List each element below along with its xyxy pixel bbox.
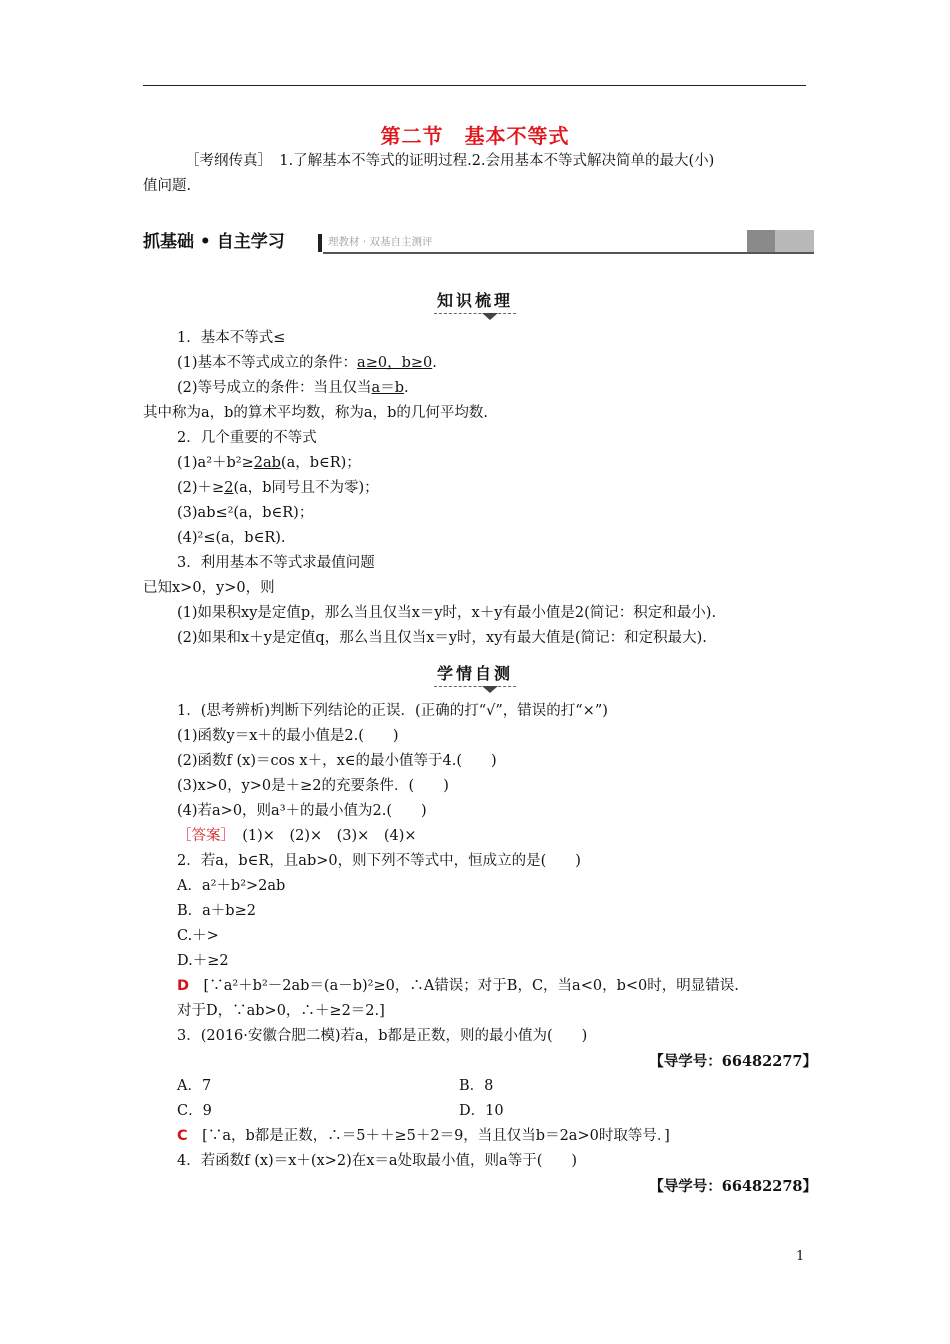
knowledge-line: 已知x>0，y>0，则	[143, 580, 275, 596]
section-title: 第二节 基本不等式	[380, 124, 570, 148]
knowledge-heading-text: 知识梳理	[434, 288, 516, 314]
syllabus	[143, 149, 807, 199]
knowledge-line: 3．利用基本不等式求最值问题	[177, 555, 375, 571]
answer-blank: 2	[224, 480, 234, 496]
answer-key: D	[177, 978, 190, 994]
self-test-content	[177, 699, 817, 1199]
top-rule	[143, 85, 806, 86]
knowledge-line: (2)＋≥2(a，b同号且不为零)；	[177, 480, 379, 496]
knowledge-line: (2)等号成立的条件：当且仅当a＝b.	[177, 380, 409, 396]
question-3-ref-row	[177, 1049, 817, 1074]
explanation-2-cont: 对于D，∵ab>0，∴＋≥2＝2.]	[177, 1003, 385, 1019]
question-1-item: (1)函数y＝x＋的最小值是2.( )	[177, 728, 399, 744]
syllabus-line-2: 值问题.	[143, 178, 192, 194]
answer-blank: 2ab	[253, 455, 281, 471]
banner-subtitle: 理教材 · 双基自主测评	[328, 236, 433, 248]
heading-arrow-icon	[482, 313, 498, 320]
study-number: 【导学号：66482278】	[649, 1178, 817, 1195]
knowledge-line: 2．几个重要的不等式	[177, 430, 317, 446]
option: A．a²＋b²>2ab	[177, 878, 286, 894]
banner-divider	[318, 234, 322, 252]
answer-1: ［答案］ (1)× (2)× (3)× (4)×	[177, 828, 417, 844]
heading-arrow-icon	[482, 686, 498, 693]
syllabus-line-1: ［考纲传真］ 1.了解基本不等式的证明过程.2.会用基本不等式解决简单的最大(小)	[185, 153, 715, 169]
question-1-item: (4)若a>0，则a³＋的最小值为2.( )	[177, 803, 427, 819]
option: B．a＋b≥2	[177, 903, 256, 919]
knowledge-line: (1)如果积xy是定值p，那么当且仅当x＝y时，x＋y有最小值是2(简记：积定和最小).	[177, 605, 717, 621]
study-number: 【导学号：66482277】	[649, 1053, 817, 1070]
option-row	[177, 1099, 817, 1124]
option: C．9	[177, 1103, 212, 1119]
question-4-ref-row	[177, 1174, 817, 1199]
knowledge-line: (1)a²＋b²≥2ab(a，b∈R)；	[177, 455, 361, 471]
option-row	[177, 1074, 817, 1099]
knowledge-line: (3)ab≤²(a，b∈R)；	[177, 505, 314, 521]
explanation-2: D [∵a²＋b²－2ab＝(a－b)²≥0，∴A错误；对于B，C，当a<0，b<0时，明显错误.	[177, 978, 739, 994]
answer-key: C	[177, 1128, 188, 1144]
question-2: 2．若a，b∈R，且ab>0，则下列不等式中，恒成立的是( )	[177, 853, 581, 869]
answer-blank: a＝b	[371, 380, 404, 396]
self-test-heading	[0, 661, 950, 687]
option: D．10	[459, 1103, 504, 1119]
option: B．8	[459, 1078, 494, 1094]
answer-label: ［答案］	[177, 828, 228, 844]
knowledge-line: (4)²≤(a，b∈R).	[177, 530, 286, 546]
question-3: 3．(2016·安徽合肥二模)若a，b都是正数，则的最小值为( )	[177, 1028, 588, 1044]
answer-blank: a≥0，b≥0	[357, 355, 433, 371]
knowledge-heading	[0, 288, 950, 314]
option: D.＋≥2	[177, 953, 229, 969]
option: A．7	[177, 1078, 212, 1094]
question-1-item: (3)x>0，y>0是＋≥2的充要条件．( )	[177, 778, 449, 794]
knowledge-line: 1．基本不等式≤	[177, 330, 286, 346]
question-4: 4．若函数f (x)＝x＋(x>2)在x＝a处取最小值，则a等于( )	[177, 1153, 578, 1169]
question-1-item: (2)函数f (x)＝cos x＋，x∈的最小值等于4.( )	[177, 753, 497, 769]
banner-block-light	[775, 230, 814, 252]
banner-block-dark	[747, 230, 775, 252]
study-banner	[143, 230, 814, 254]
knowledge-line: (2)如果和x＋y是定值q，那么当且仅当x＝y时，xy有最大值是(简记：和定积最大).	[177, 630, 707, 646]
option: C.＋>	[177, 928, 219, 944]
self-test-heading-text: 学情自测	[434, 661, 516, 687]
question-1: 1．(思考辨析)判断下列结论的正误．(正确的打“√”，错误的打“×”)	[177, 703, 608, 719]
page-number: 1	[796, 1249, 805, 1264]
knowledge-line: (1)基本不等式成立的条件：a≥0，b≥0.	[177, 355, 437, 371]
explanation-3: C [∵a，b都是正数，∴＝5＋＋≥5＋2＝9，当且仅当b＝2a>0时取等号．]	[177, 1128, 670, 1144]
knowledge-content	[143, 326, 817, 651]
banner-title: 抓基础 • 自主学习	[143, 232, 285, 252]
knowledge-line: 其中称为a，b的算术平均数，称为a，b的几何平均数.	[143, 405, 488, 421]
banner-underline	[323, 252, 814, 254]
